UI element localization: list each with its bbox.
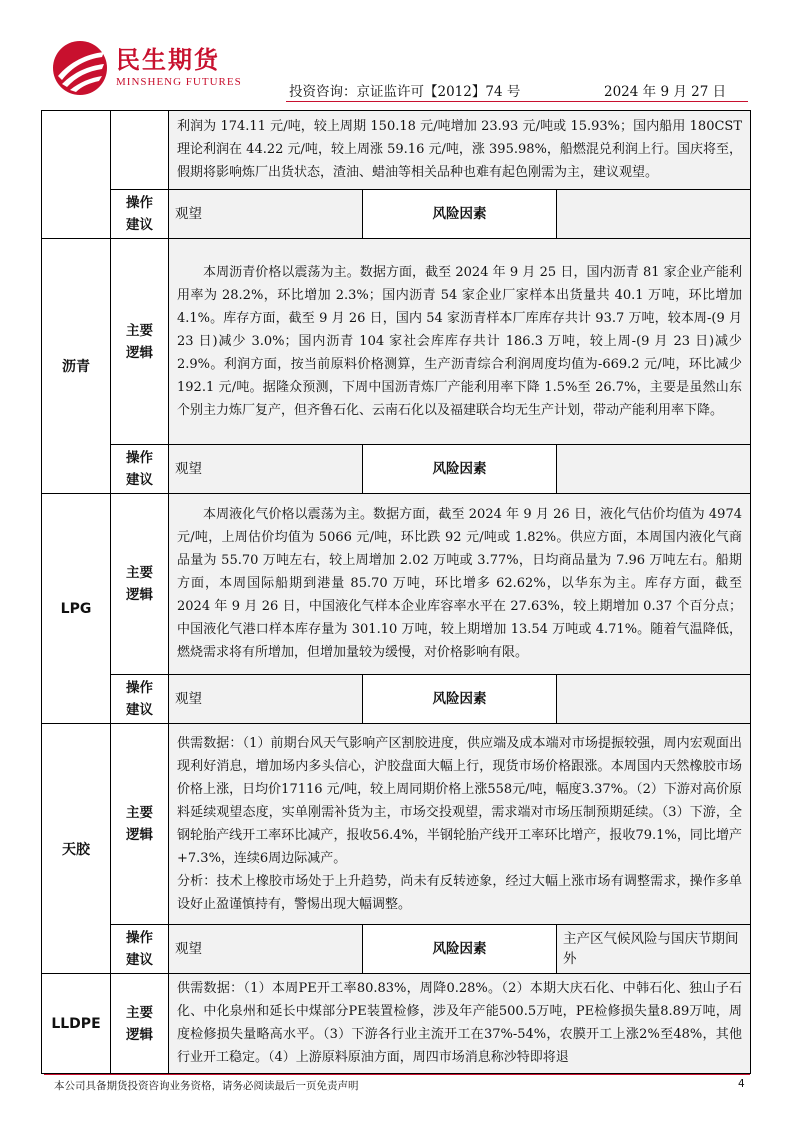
logic-text: 供需数据：（1）本周PE开工率80.83%，周降0.28%。（2）本期大庆石化、中韩石化、独山子石化、中化泉州和延长中煤部分PE装置检修，涉及年产能500.5万吨，PE检修损失量8.89万吨，周度检修损失量略高水平。（3）下游各行业主流开工在37%-54%，农膜开工上涨2%至48%，其他行业开工稳定。（4）上游原料原油方面，周四市场消息称沙特即将退: [169, 974, 751, 1074]
logic-text: 供需数据：（1）前期台风天气影响产区割胶进度，供应端及成本端对市场提振较强，周内宏观面出现利好消息，增加场内多头信心，沪胶盘面大幅上行，现货市场价格跟涨。本周国内天然橡胶市场价格上涨，日均价17116 元/吨，较上周同期价格上涨558元/吨，幅度3.37%。（2）下游对高价原料延续观望态度，实单刚需补货为主，市场交投观望，需求端对市场压制预期延续。（3）下游，全钢轮胎产线开工率环比减产，报收56.4%，半钢轮胎产线开工率环比增产，报收79.1%，同比增产+7.3%，连续6周边际减产。 分析：技术上橡胶市场处于上升趋势，尚未有反转迹象，经过大幅上涨市场有调整需求，操作多单设好止盈谨慎持有，警惕出现大幅调整。: [169, 724, 751, 925]
logic-label: 主要 逻辑: [111, 239, 169, 445]
logic-text: 本周沥青价格以震荡为主。数据方面，截至 2024 年 9 月 25 日，国内沥青 81 家企业产能利用率为 28.2%，环比增加 2.3%；国内沥青 54 家企业厂家样本出货量共 40.1 万吨，环比增加 4.1%。库存方面，截至 9 月 26 日，国内 54 家沥青样本厂库库存共计 93.7 万吨，较本周-(9 月 23 日)减少 3.0%；国内沥青 104 家社会库库存共计 186.3 万吨，较上周-(9 月 23 日)减少 2.9%。利润方面，按当前原料价格测算，生产沥青综合利润周度均值为-669.2 元/吨，环比减少 192.1 元/吨。据隆众预测，下周中国沥青炼厂产能利用率下降 1.5%至 26.7%，主要是虽然山东个别主力炼厂复产，但齐鲁石化、云南石化以及福建联合均无生产计划，带动产能利用率下降。: [169, 239, 751, 445]
brand-name: 民生期货: [116, 46, 220, 74]
minsheng-logo-icon: [52, 40, 108, 96]
product-name: 天胶: [42, 724, 111, 974]
advice-value: 观望: [169, 925, 363, 974]
risk-label: 风险因素: [363, 675, 557, 724]
table-row: [42, 494, 751, 675]
logic-label: 主要 逻辑: [111, 724, 169, 925]
table-row: [42, 974, 751, 1074]
logic-text: 利润为 174.11 元/吨，较上周期 150.18 元/吨增加 23.93 元/吨或 15.93%；国内船用 180CST 理论利润在 44.22 元/吨，较上周涨 59.16 元/吨，涨 395.98%，船燃混兑利润上行。国庆将至，假期将影响炼厂出货状态，渣油、蜡油等相关品种也难有起色刚需为主，建议观望。: [169, 111, 751, 190]
risk-value: [557, 190, 751, 239]
risk-value: [557, 445, 751, 494]
risk-value: [557, 675, 751, 724]
product-name: 沥青: [42, 239, 111, 494]
logic-label: 主要 逻辑: [111, 974, 169, 1074]
table-row: [42, 111, 751, 190]
advice-value: 观望: [169, 190, 363, 239]
product-cell: [42, 111, 111, 239]
logic-label-cell: [111, 111, 169, 190]
risk-label: 风险因素: [363, 190, 557, 239]
advice-label: 操作 建议: [111, 190, 169, 239]
footer-disclaimer: 本公司具备期货投资咨询业务资格，请务必阅读最后一页免责声明: [54, 1080, 359, 1092]
product-name: LPG: [42, 494, 111, 724]
risk-label: 风险因素: [363, 925, 557, 974]
table-row: [42, 675, 751, 724]
report-date: 2024 年 9 月 27 日: [604, 84, 727, 100]
table-row: [42, 925, 751, 974]
brand-name-en: MINSHENG FUTURES: [116, 76, 242, 88]
logic-label: 主要 逻辑: [111, 494, 169, 675]
page-header: [0, 0, 794, 104]
advice-value: 观望: [169, 675, 363, 724]
logic-text: 本周液化气价格以震荡为主。数据方面，截至 2024 年 9 月 26 日，液化气估价均值为 4974 元/吨，上周估价均值为 5066 元/吨，环比跌 92 元/吨或 1.82%。供应方面，本周国内液化气商品量为 55.70 万吨左右，较上周增加 2.02 万吨或 3.77%，日均商品量为 7.96 万吨左右。船期方面，本周国际船期到港量 85.70 万吨，环比增多 62.62%，以华东为主。库存方面，截至 2024 年 9 月 26 日，中国液化气样本企业库容率水平在 27.63%，较上期增加 0.37 个百分点；中国液化气港口样本库存量为 301.10 万吨，较上期增加 13.54 万吨或 4.71%。随着气温降低，燃烧需求将有所增加，但增加量较为缓慢，对价格影响有限。: [169, 494, 751, 675]
product-name: LLDPE: [42, 974, 111, 1074]
header-divider: [286, 101, 748, 102]
risk-label: 风险因素: [363, 445, 557, 494]
advice-label: 操作 建议: [111, 675, 169, 724]
advice-value: 观望: [169, 445, 363, 494]
advice-label: 操作 建议: [111, 925, 169, 974]
advice-label: 操作 建议: [111, 445, 169, 494]
page-number: 4: [738, 1078, 745, 1090]
risk-value: 主产区气候风险与国庆节期间外: [557, 925, 751, 974]
strategy-table: [41, 110, 751, 1074]
table-row: [42, 445, 751, 494]
table-row: [42, 724, 751, 925]
footer-divider: [44, 1074, 750, 1075]
table-row: [42, 190, 751, 239]
table-row: [42, 239, 751, 445]
qualification-text: 投资咨询：京证监许可【2012】74 号: [289, 84, 521, 100]
